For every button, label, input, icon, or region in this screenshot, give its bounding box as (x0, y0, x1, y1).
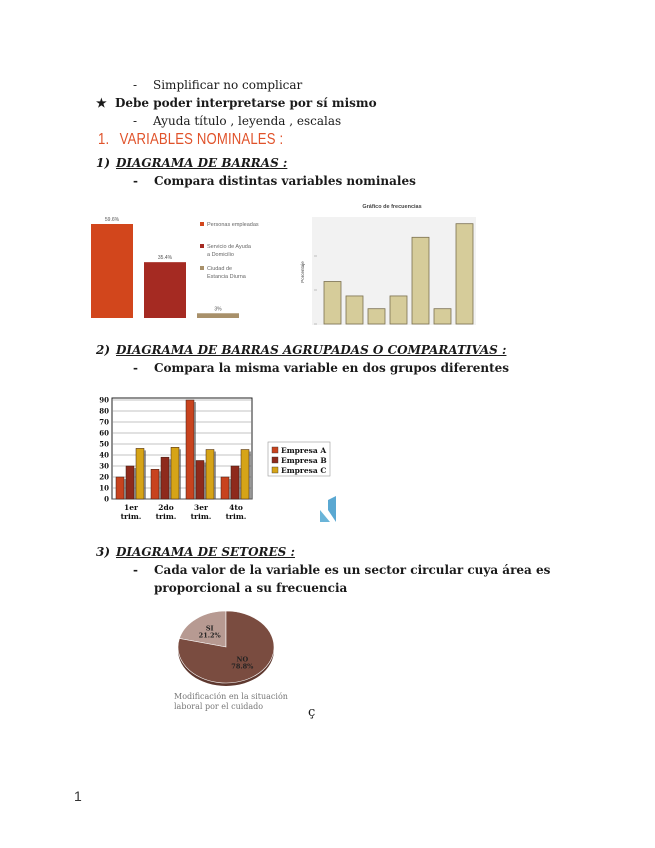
x-tick-label: 2do (158, 503, 174, 512)
y-tick-label: 10 (99, 483, 109, 493)
pie-chart-situacion-laboral (170, 605, 310, 715)
y-tick-label: 70 (99, 417, 109, 427)
sub2-number: 2) (96, 343, 111, 357)
sub3-number: 3) (96, 545, 111, 559)
sub3-title: DIAGRAMA DE SETORES : (116, 545, 295, 559)
bullet-interpretarse: Debe poder interpretarse por sí mismo (115, 96, 377, 110)
x-tick-label: trim. (225, 512, 247, 521)
data-label: 59.6% (104, 217, 120, 223)
page-number: 1 (74, 788, 82, 804)
y-tick-label: 60 (99, 428, 109, 438)
section-number: 1. (98, 131, 110, 148)
bar (206, 450, 214, 500)
bar-shadow (194, 402, 196, 499)
section-heading (98, 131, 283, 149)
bar (161, 457, 169, 499)
bullet-dash: - (133, 114, 138, 128)
data-label: 3% (214, 306, 222, 313)
legend-swatch (272, 457, 278, 463)
bar-shadow (159, 471, 161, 499)
bar-shadow (134, 468, 136, 499)
bar (151, 469, 159, 499)
data-label: 35.4% (157, 255, 173, 262)
sub1-title: DIAGRAMA DE BARRAS : (116, 156, 288, 170)
decorative-shape-icon (318, 496, 338, 526)
slice-value: 78.8% (231, 662, 254, 671)
chart-title: Gráfico de frecuencias (362, 204, 422, 210)
legend-label: Ciudad de (207, 266, 233, 272)
x-tick-label: trim. (120, 512, 142, 521)
slice-label: SI (205, 624, 214, 633)
bar (116, 477, 124, 499)
y-tick-label: 80 (99, 406, 109, 416)
y-tick-label: 50 (99, 439, 109, 449)
bar-shadow (179, 449, 181, 499)
y-tick-label: 30 (99, 461, 109, 471)
bullet-ayuda: Ayuda título , leyenda , escalas (153, 114, 342, 128)
legend-label: Empresa B (281, 456, 327, 465)
bar (434, 309, 451, 324)
y-tick-label: 20 (99, 472, 109, 482)
bar-shadow (249, 452, 251, 500)
chart-title: laboral por el cuidado (174, 702, 264, 711)
y-tick-label: 90 (99, 395, 109, 405)
y-tick-label: 0 (104, 494, 109, 504)
slice-value: 21.2% (198, 631, 221, 640)
bar (221, 477, 229, 499)
bar-shadow (214, 452, 216, 500)
x-tick-label: 4to (229, 503, 243, 512)
legend-swatch (200, 266, 204, 270)
bar-shadow (239, 468, 241, 499)
bar (241, 450, 249, 500)
bar (456, 224, 473, 324)
bullet-dash: - (133, 174, 138, 188)
sub3-bullet-line1: Cada valor de la variable es un sector circular cuya área es (154, 563, 551, 577)
bar-chart-personas (88, 212, 288, 322)
bar (136, 448, 144, 499)
legend-label: Empresa A (281, 446, 327, 455)
chart-title: Modificación en la situación (174, 692, 288, 701)
sub2-title: DIAGRAMA DE BARRAS AGRUPADAS O COMPARATIVAS : (116, 343, 507, 357)
star-icon: ★ (96, 96, 107, 110)
bar (231, 466, 239, 499)
x-tick-label: 1er (124, 503, 138, 512)
legend-label: a Domicilio (207, 252, 234, 258)
grouped-bar-chart-empresas (92, 392, 342, 524)
bar-shadow (204, 463, 206, 500)
y-axis-label: Porcentaje (300, 261, 305, 283)
legend-label: Empresa C (281, 466, 327, 475)
legend-swatch (272, 447, 278, 453)
bar-shadow (169, 459, 171, 499)
bullet-dash: - (133, 361, 138, 375)
sub2-bullet: Compara la misma variable en dos grupos diferentes (154, 361, 510, 375)
bar (412, 237, 429, 324)
bullet-dash: - (133, 78, 138, 92)
bar-chart-frecuencias (300, 200, 478, 326)
bar (126, 466, 134, 499)
bar (171, 447, 179, 499)
legend-label: Personas empleadas (207, 222, 259, 228)
y-tick-label: 40 (99, 450, 109, 460)
legend-swatch (272, 467, 278, 473)
legend-label: Servicio de Ayuda (207, 244, 251, 250)
bar-shadow (144, 450, 146, 499)
sub3-bullet-line2: proporcional a su frecuencia (154, 581, 348, 595)
bar (196, 461, 204, 500)
bar (390, 296, 407, 324)
bar (144, 262, 186, 318)
bar (368, 309, 385, 324)
legend-swatch (200, 244, 204, 248)
x-tick-label: trim. (155, 512, 177, 521)
stray-char: ç (308, 705, 316, 720)
bar (91, 224, 133, 318)
x-tick-label: trim. (190, 512, 212, 521)
bar (197, 313, 239, 318)
legend-swatch (200, 222, 204, 226)
x-tick-label: 3er (194, 503, 208, 512)
bar (324, 282, 341, 325)
bullet-dash: - (133, 563, 138, 577)
legend-label: Estancia Diurna (207, 274, 246, 280)
sub1-bullet: Compara distintas variables nominales (154, 174, 416, 188)
bullet-simplificar: Simplificar no complicar (153, 78, 303, 92)
bar-shadow (229, 479, 231, 499)
bar (186, 400, 194, 499)
bar (346, 296, 363, 324)
sub1-number: 1) (96, 156, 111, 170)
bar-shadow (124, 479, 126, 499)
section-title: VARIABLES NOMINALES : (119, 131, 284, 148)
slice-label: NO (236, 655, 249, 664)
